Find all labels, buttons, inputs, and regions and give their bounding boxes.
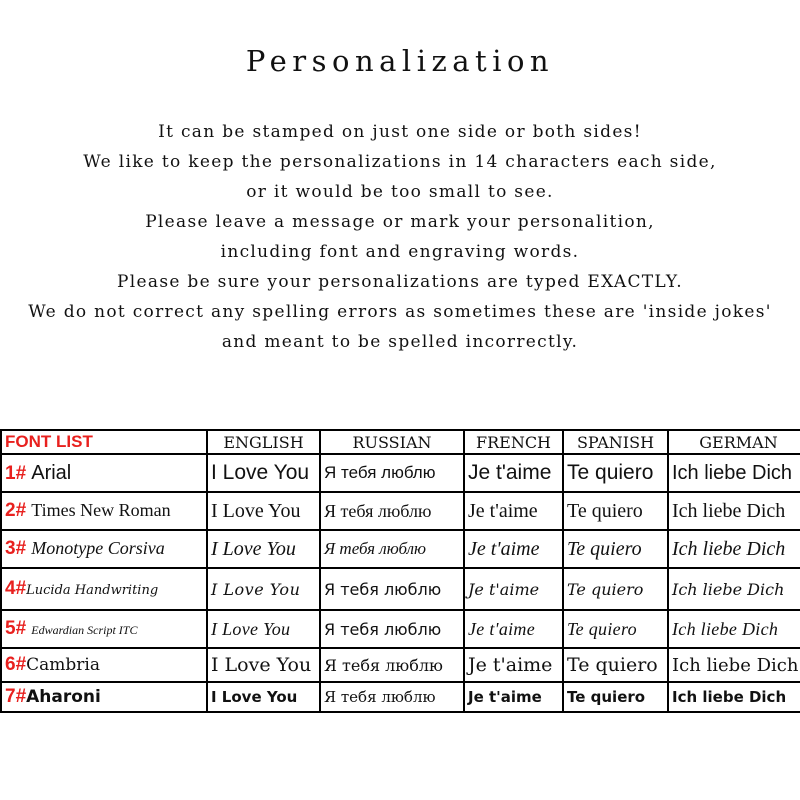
english-sample: I Love You (207, 648, 320, 682)
column-header-english: ENGLISH (207, 430, 320, 454)
instruction-line: including font and engraving words. (220, 242, 580, 262)
font-name-cell (1, 568, 207, 610)
french-sample: Je t'aime (464, 682, 563, 712)
german-sample: Ich liebe Dich (668, 454, 800, 492)
spanish-sample: Te quiero (563, 568, 668, 610)
font-name-cell (1, 648, 207, 682)
font-number: 4# (5, 578, 27, 599)
table-row (1, 530, 800, 568)
instruction-line: or it would be too small to see. (246, 182, 554, 202)
font-name: Cambria (26, 655, 100, 675)
table-row (1, 648, 800, 682)
french-sample: Je t'aime (464, 610, 563, 648)
instructions-block (0, 117, 800, 357)
german-sample: Ich liebe Dich (668, 492, 800, 530)
font-number: 3# (5, 538, 27, 559)
instruction-line: Please be sure your personalizations are typed EXACTLY. (117, 272, 683, 292)
french-sample: Je t'aime (464, 568, 563, 610)
german-sample: Ich liebe Dich (668, 610, 800, 648)
russian-sample: Я тебя люблю (320, 568, 464, 610)
instruction-line: and meant to be spelled incorrectly. (221, 332, 579, 352)
german-sample: Ich liebe Dich (668, 648, 800, 682)
french-sample: Je t'aime (464, 454, 563, 492)
font-name-cell (1, 492, 207, 530)
table-row (1, 682, 800, 712)
russian-sample: Я тебя люблю (320, 454, 464, 492)
german-sample: Ich liebe Dich (668, 682, 800, 712)
french-sample: Je t'aime (464, 648, 563, 682)
english-sample: I Love You (207, 454, 320, 492)
table-row (1, 492, 800, 530)
font-name: Edwardian Script ITC (31, 623, 138, 637)
font-name: Arial (31, 461, 72, 484)
font-name-cell (1, 610, 207, 648)
font-name-cell (1, 454, 207, 492)
spanish-sample: Te quiero (563, 610, 668, 648)
instruction-line: We do not correct any spelling errors as sometimes these are 'inside jokes' (28, 302, 772, 322)
russian-sample: Я тебя люблю (320, 610, 464, 648)
russian-sample: Я тебя люблю (320, 682, 464, 712)
instruction-line: Please leave a message or mark your personalition, (145, 212, 655, 232)
spanish-sample: Te quiero (563, 530, 668, 568)
english-sample: I Love You (207, 682, 320, 712)
spanish-sample: Te quiero (563, 492, 668, 530)
page-title: Personalization (245, 44, 555, 78)
font-list-table (0, 429, 800, 713)
english-sample: I Love You (207, 530, 320, 568)
english-sample: I Love You (207, 492, 320, 530)
column-header-german: GERMAN (668, 430, 800, 454)
font-number: 2# (5, 500, 27, 521)
font-name: Monotype Corsiva (31, 538, 165, 558)
russian-sample: Я тебя люблю (320, 648, 464, 682)
font-name: Times New Roman (31, 500, 171, 520)
font-list-heading: FONT LIST (1, 430, 207, 454)
font-name: Aharoni (26, 687, 101, 707)
table-header-row (1, 430, 800, 454)
english-sample: I Love You (207, 568, 320, 610)
spanish-sample: Te quiero (563, 648, 668, 682)
english-sample: I Love You (207, 610, 320, 648)
font-name: Lucida Handwriting (26, 583, 159, 598)
russian-sample: Я тебя люблю (320, 492, 464, 530)
font-number: 7# (5, 686, 27, 707)
instruction-line: It can be stamped on just one side or both sides! (158, 122, 642, 142)
french-sample: Je t'aime (464, 530, 563, 568)
french-sample: Je t'aime (464, 492, 563, 530)
spanish-sample: Te quiero (563, 682, 668, 712)
table-row (1, 610, 800, 648)
german-sample: Ich liebe Dich (668, 530, 800, 568)
font-number: 6# (5, 654, 27, 675)
font-number: 1# (5, 462, 27, 484)
russian-sample: Я тебя люблю (320, 530, 464, 568)
table-row (1, 454, 800, 492)
font-name-cell (1, 682, 207, 712)
spanish-sample: Te quiero (563, 454, 668, 492)
german-sample: Ich liebe Dich (668, 568, 800, 610)
table-row (1, 568, 800, 610)
column-header-russian: RUSSIAN (320, 430, 464, 454)
instruction-line: We like to keep the personalizations in 14 characters each side, (83, 152, 717, 172)
column-header-french: FRENCH (464, 430, 563, 454)
column-header-spanish: SPANISH (563, 430, 668, 454)
font-number: 5# (5, 618, 27, 639)
font-name-cell (1, 530, 207, 568)
